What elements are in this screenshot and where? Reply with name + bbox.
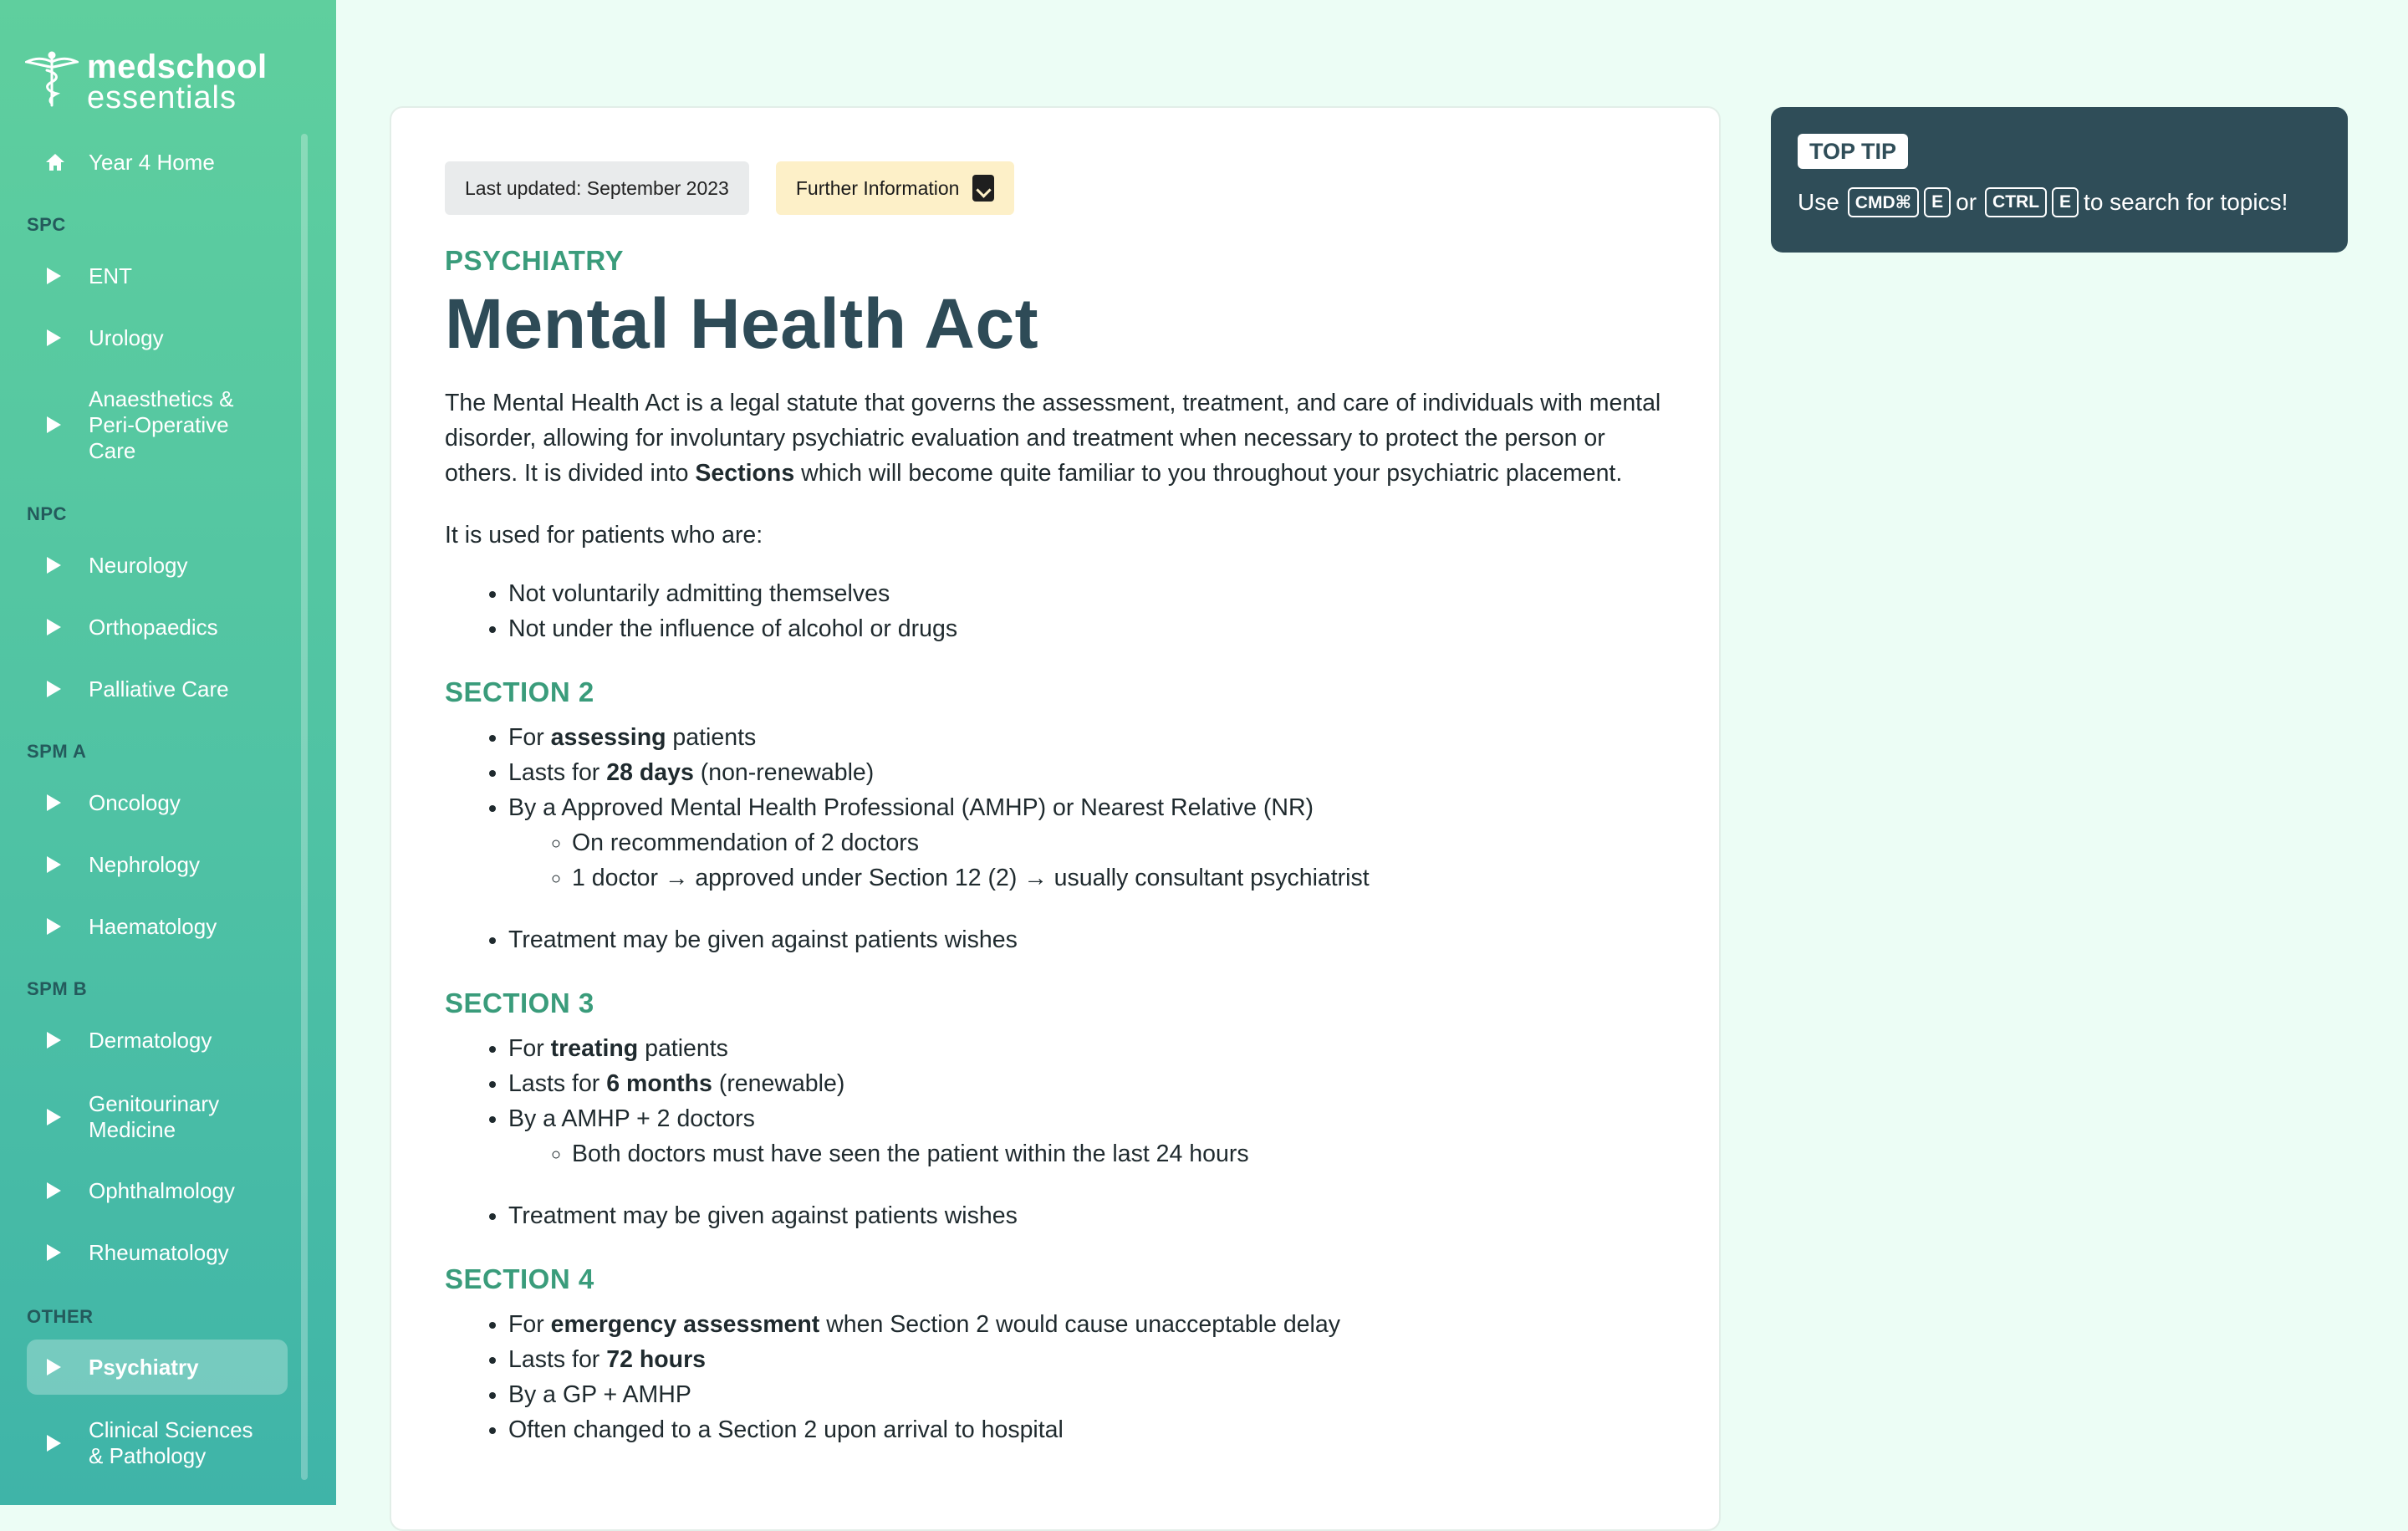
- list-item: • By a GP + AMHP: [508, 1377, 1666, 1412]
- group-label-other: OTHER: [27, 1306, 94, 1327]
- section-4-heading: SECTION 4: [445, 1263, 594, 1295]
- sidebar-item-home[interactable]: [27, 144, 288, 181]
- sidebar-item-psychiatry[interactable]: [27, 1340, 288, 1395]
- brand-line2: essentials: [87, 80, 237, 115]
- page-title: Mental Health Act: [445, 284, 1039, 363]
- list-item: • Not under the influence of alcohol or drugs: [508, 611, 1666, 646]
- section-3-list: [445, 1031, 1666, 1171]
- sidebar-item-label: Rheumatology: [89, 1239, 229, 1265]
- list-item: • By a Approved Mental Health Professional (AMHP) or Nearest Relative (NR) ◦ On recommendation of 2 doctors ◦ 1 doctor → approved under Section 12 (2) → usually consultant psychiatrist: [508, 790, 1666, 896]
- list-item: • Not voluntarily admitting themselves: [508, 576, 1666, 611]
- brand-logo[interactable]: [25, 50, 268, 114]
- play-icon: [45, 618, 79, 636]
- used-for-text: It is used for patients who are:: [445, 522, 763, 549]
- sidebar-item-neurology[interactable]: [27, 547, 288, 584]
- list-item: • By a AMHP + 2 doctors ◦ Both doctors must have seen the patient within the last 24 hours: [508, 1101, 1666, 1171]
- sidebar-item-dermatology[interactable]: [27, 1022, 288, 1059]
- list-item: • Treatment may be given against patients wishes: [508, 1198, 1666, 1233]
- sidebar-item-label: Palliative Care: [89, 676, 229, 702]
- sidebar-item-clinical-sciences[interactable]: [27, 1416, 288, 1470]
- play-icon: [45, 1108, 79, 1126]
- sidebar-item-label: Orthopaedics: [89, 614, 218, 640]
- sidebar-item-label: Ophthalmology: [89, 1177, 235, 1203]
- section-2-treatment-list: [445, 922, 1666, 957]
- sidebar-item-ent[interactable]: [27, 258, 288, 294]
- play-icon: [45, 416, 79, 434]
- play-icon: [45, 1434, 79, 1452]
- sidebar-item-label: Year 4 Home: [89, 149, 215, 175]
- group-label-npc: NPC: [27, 503, 67, 524]
- sidebar-item-label: ENT: [89, 263, 132, 288]
- further-information-label: Further Information: [795, 176, 960, 199]
- intro-paragraph: The Mental Health Act is a legal statute that governs the assessment, treatment, and care of individuals with mental disorder, allowing for involuntary psychiatric evaluation and treatment when necessary to protect the person or others. It is divided into Sections which will become quite familiar to you throughout your psychiatric placement.: [445, 390, 1661, 487]
- sidebar-item-urology[interactable]: [27, 319, 288, 356]
- list-item: • Lasts for 72 hours: [508, 1342, 1666, 1377]
- list-item: • Treatment may be given against patients wishes: [508, 922, 1666, 957]
- brand-line1: medschool: [87, 48, 268, 85]
- kbd-e: E: [1924, 187, 1951, 217]
- sidebar-item-ophthalmology[interactable]: [27, 1172, 288, 1209]
- section-3-heading: SECTION 3: [445, 987, 594, 1019]
- sidebar-item-oncology[interactable]: [27, 784, 288, 821]
- play-icon: [45, 1243, 79, 1262]
- sidebar: [0, 0, 336, 1505]
- list-item: • Lasts for 6 months (renewable): [508, 1066, 1666, 1101]
- top-tip-badge: TOP TIP: [1798, 134, 1908, 169]
- list-item: ◦ On recommendation of 2 doctors: [572, 825, 1666, 860]
- sidebar-item-palliative-care[interactable]: [27, 671, 288, 707]
- group-label-spm-a: SPM A: [27, 741, 87, 762]
- sidebar-item-rheumatology[interactable]: [27, 1234, 288, 1271]
- play-icon: [45, 1358, 79, 1376]
- sidebar-item-label: Genitourinary Medicine: [89, 1091, 220, 1142]
- sidebar-item-anaesthetics[interactable]: [27, 385, 288, 465]
- sidebar-item-label: Neurology: [89, 552, 188, 578]
- section-2-heading: SECTION 2: [445, 676, 594, 708]
- sidebar-item-label: Oncology: [89, 789, 181, 815]
- article-card: [390, 106, 1721, 1531]
- caduceus-icon: [25, 50, 79, 107]
- top-tip-text: Use CMD⌘ E or CTRL E to search for topics!: [1798, 187, 2288, 217]
- play-icon: [45, 794, 79, 812]
- sidebar-item-label: Anaesthetics & Peri-Operative Care: [89, 385, 234, 463]
- play-icon: [45, 556, 79, 574]
- sidebar-item-nephrology[interactable]: [27, 846, 288, 883]
- sidebar-item-label: Clinical Sciences & Pathology: [89, 1417, 253, 1468]
- play-icon: [45, 917, 79, 936]
- sidebar-item-label: Psychiatry: [89, 1354, 199, 1380]
- criteria-list: [445, 576, 1666, 646]
- article-category: PSYCHIATRY: [445, 245, 625, 276]
- list-item: • For assessing patients: [508, 720, 1666, 755]
- list-item: ◦ Both doctors must have seen the patient within the last 24 hours: [572, 1136, 1666, 1171]
- list-item: • Often changed to a Section 2 upon arrival to hospital: [508, 1412, 1666, 1447]
- sidebar-item-label: Urology: [89, 324, 164, 350]
- top-tip-panel: [1771, 107, 2348, 253]
- last-updated-badge: Last updated: September 2023: [445, 161, 749, 215]
- play-icon: [45, 329, 79, 347]
- group-label-spm-b: SPM B: [27, 978, 88, 999]
- sidebar-item-haematology[interactable]: [27, 908, 288, 945]
- list-item: ◦ 1 doctor → approved under Section 12 (2) → usually consultant psychiatrist: [572, 860, 1666, 896]
- sidebar-item-genitourinary-medicine[interactable]: [27, 1090, 288, 1144]
- sidebar-item-label: Nephrology: [89, 851, 200, 877]
- home-icon: [45, 153, 79, 171]
- group-label-spc: SPC: [27, 214, 66, 235]
- section-4-list: [445, 1307, 1666, 1447]
- kbd-ctrl: CTRL: [1985, 187, 2047, 217]
- kbd-e: E: [2052, 187, 2079, 217]
- list-item: • For treating patients: [508, 1031, 1666, 1066]
- sidebar-scrollbar[interactable]: [301, 134, 308, 1480]
- section-2-list: [445, 720, 1666, 896]
- play-icon: [45, 680, 79, 698]
- sidebar-item-orthopaedics[interactable]: [27, 609, 288, 646]
- kbd-cmd: CMD⌘: [1848, 187, 1919, 217]
- play-icon: [45, 1181, 79, 1200]
- sidebar-item-label: Dermatology: [89, 1027, 212, 1053]
- list-item: • Lasts for 28 days (non-renewable): [508, 755, 1666, 790]
- play-icon: [45, 855, 79, 874]
- sidebar-item-label: Haematology: [89, 913, 217, 939]
- list-item: • For emergency assessment when Section 2 would cause unacceptable delay: [508, 1307, 1666, 1342]
- section-3-treatment-list: [445, 1198, 1666, 1233]
- play-icon: [45, 267, 79, 285]
- document-icon: [972, 175, 994, 202]
- play-icon: [45, 1031, 79, 1049]
- further-information-button[interactable]: [776, 161, 1015, 215]
